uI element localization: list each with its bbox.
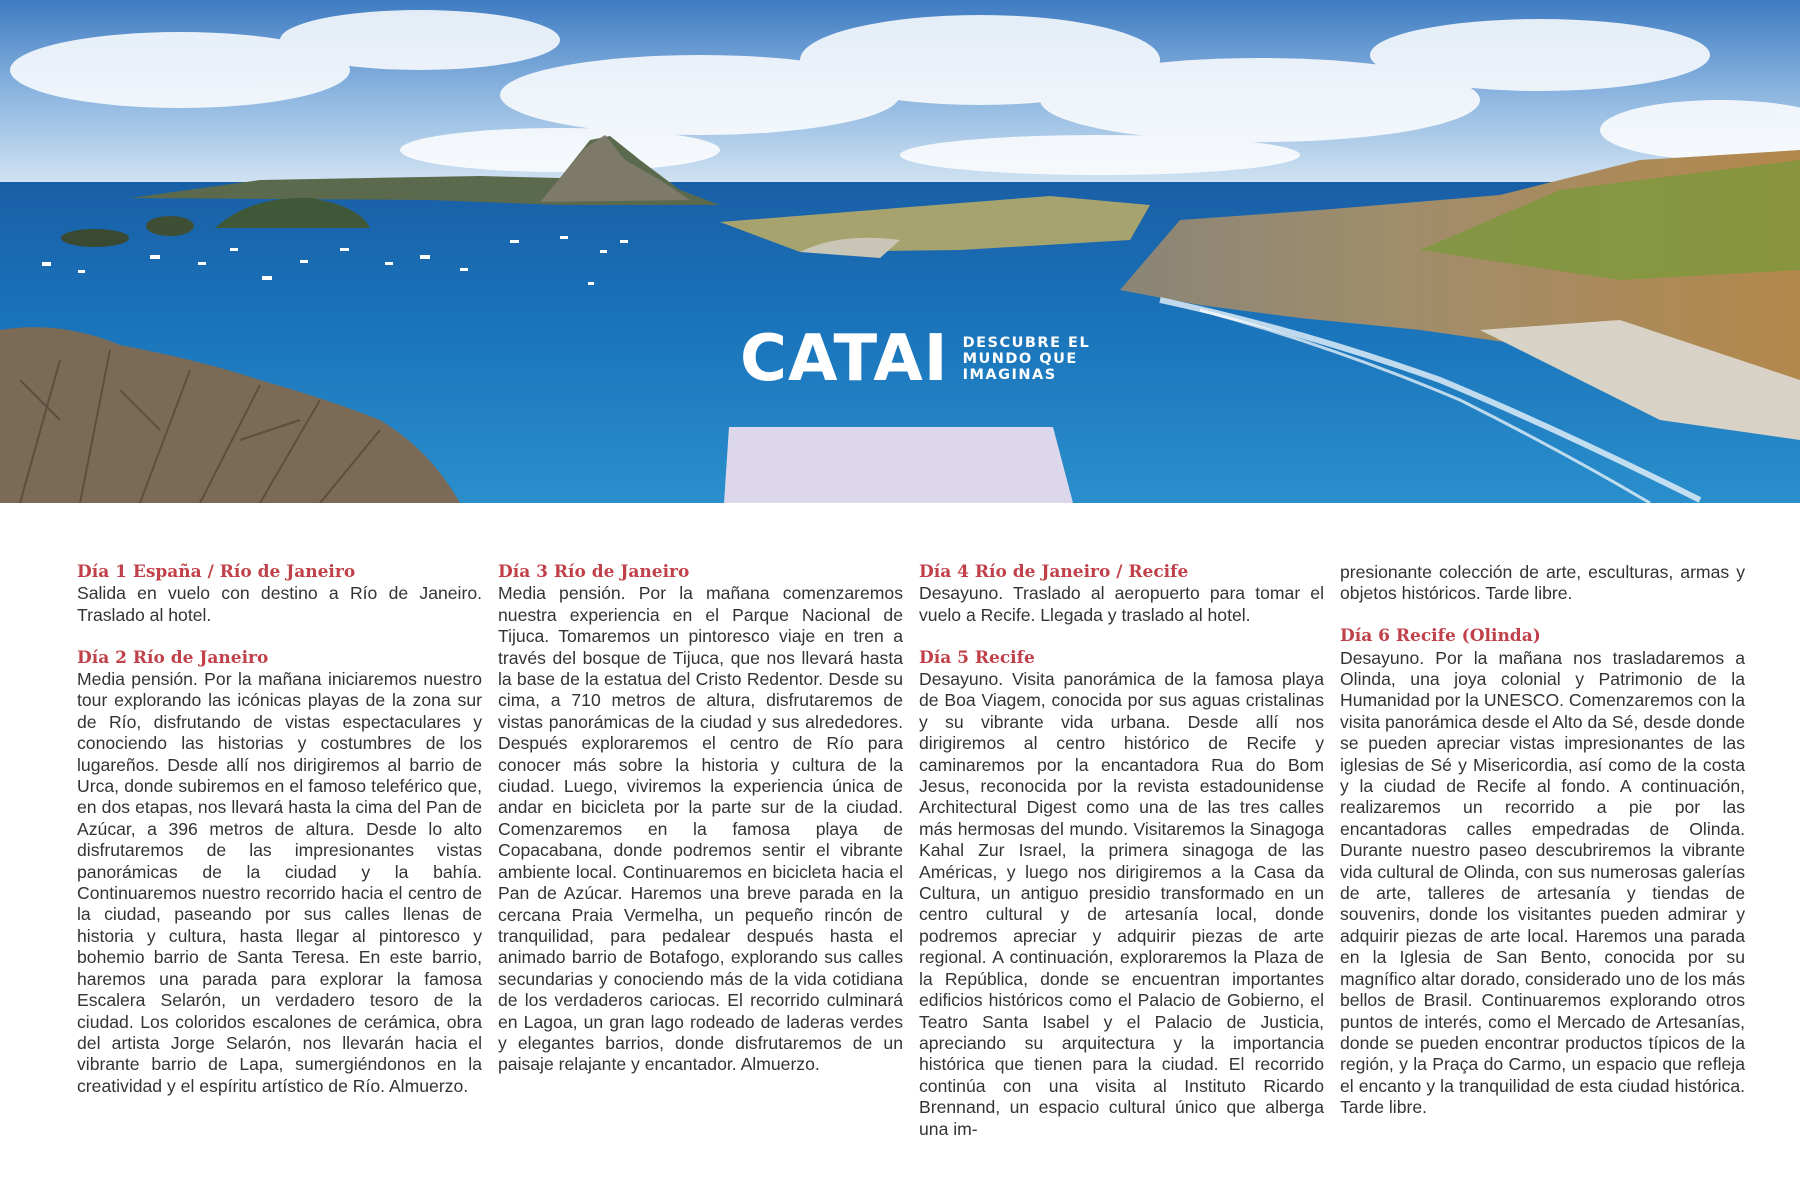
hero-photo (0, 0, 1800, 503)
day-heading: Día 2 Río de Janeiro (77, 647, 269, 668)
day-heading: Día 4 Río de Janeiro / Recife (919, 562, 1189, 582)
coastal-landscape-illustration (0, 0, 1800, 503)
day-description: Salida en vuelo con destino a Río de Janeiro. Traslado al hotel. (77, 583, 482, 625)
day-heading: Día 3 Río de Janeiro (498, 562, 690, 582)
tagline-line-3: IMAGINAS (962, 367, 1057, 383)
decorative-tab (724, 427, 1073, 503)
logo-wordmark: CATAI (740, 322, 949, 396)
day-description: Desayuno. Por la mañana nos trasladaremos a Olinda, una joya colonial y Patrimonio de la Humanidad por la UNESCO. Comenzaremos con la visita panorámica desde el Alto da Sé, desde donde se pueden apreciar vistas impresionantes de las iglesias de Sé y Misericordia, así como de la costa y la ciudad de Recife al fondo. A continuación, realizaremos un recorrido a pie por las encantadoras calles empedradas de Olinda. Durante nuestro paseo descubriremos la vibrante vida cultural de Olinda, con sus numerosas galerías de arte, talleres de artesanía y tiendas de souvenirs, donde los visitantes pueden admirar y adquirir piezas de arte local. Haremos una parada en la Iglesia de San Bento, conocida por su magnífico altar dorado, considerado uno de los más bellos de Brasil. Continuaremos explorando otros puntos de interés, como el Mercado de Artesanías, donde se pueden encontrar productos típicos de la región, y la Praça do Carmo, un espacio que refleja el encanto y la tranquilidad de esta ciudad histórica. Tarde libre. (1340, 647, 1745, 1118)
day-heading: Día 6 Recife (Olinda) (1340, 626, 1541, 647)
itinerary-column-2 (498, 562, 903, 1076)
day-description: Desayuno. Visita panorámica de la famosa playa de Boa Viagem, conocida por sus aguas cristalinas y su vibrante vida urbana. Desde allí nos dirigiremos al centro histórico de Recife y caminaremos por la encantadora Rua do Bom Jesus, reconocida por la revista estadounidense Architectural Digest como una de las tres calles más hermosas del mundo. Visitaremos la Sinagoga Kahal Zur Israel, la primera sinagoga de las Américas, y luego nos dirigiremos a la Casa da Cultura, un antiguo presidio transformado en un centro cultural y de artesanía local, donde podremos apreciar y adquirir piezas de arte regional. A continuación, exploraremos la Plaza de la República, donde se encuentran importantes edificios históricos como el Palacio de Gobierno, el Teatro Santa Isabel y el Palacio de Justicia, apreciando su arquitectura y la importancia histórica que tienen para la ciudad. El recorrido continúa con una visita al Instituto Ricardo Brennand, un espacio cultural único que alberga una im- (919, 669, 1324, 1139)
itinerary-column-3 (919, 562, 1324, 1140)
tagline-line-2: MUNDO QUE (962, 351, 1078, 367)
day-description: Desayuno. Traslado al aeropuerto para tomar el vuelo a Recife. Llegada y traslado al hotel. (919, 583, 1324, 625)
itinerary-column-1 (77, 562, 482, 1097)
tagline-line-1: DESCUBRE EL (962, 335, 1091, 351)
continued-description: presionante colección de arte, esculturas, armas y objetos históricos. Tarde libre. (1340, 562, 1745, 604)
day-heading: Día 1 España / Río de Janeiro (77, 562, 356, 582)
day-description: Media pensión. Por la mañana iniciaremos nuestro tour explorando las icónicas playas de la zona sur de Río, disfrutando de vistas espectaculares y conociendo las historias y costumbres de los lugareños. Desde allí nos dirigiremos al barrio de Urca, donde subiremos en el famoso teleférico que, en dos etapas, nos llevará hasta la cima del Pan de Azúcar, a 396 metros de altura. Desde lo alto disfrutaremos de las impresionantes vistas panorámicas de la ciudad y la bahía. Continuaremos nuestro recorrido hacia el centro de la ciudad, paseando por sus calles llenas de historia y cultura, hasta llegar al pintoresco y bohemio barrio de Santa Teresa. En este barrio, haremos una parada para explorar la famosa Escalera Selarón, un verdadero tesoro de la ciudad. Los coloridos escalones de cerámica, obra del artista Jorge Selarón, nos llevarán hacia el vibrante barrio de Lapa, sumergiéndonos en la creatividad y el espíritu artístico de Río. Almuerzo. (77, 669, 482, 1096)
logo-tagline (963, 335, 1091, 383)
itinerary-columns (77, 562, 1745, 1162)
catai-logo (740, 322, 1091, 396)
day-description: Media pensión. Por la mañana comenzaremos nuestra experiencia en el Parque Nacional de Tijuca. Tomaremos un pintoresco viaje en tren a través del bosque de Tijuca, que nos llevará hasta la base de la estatua del Cristo Redentor. Desde su cima, a 710 metros de altura, disfrutaremos de vistas panorámicas de la ciudad y sus alrededores. Después exploraremos el centro de Río para conocer más sobre la historia y cultura de la ciudad. Luego, viviremos la experiencia única de andar en bicicleta por la parte sur de la ciudad. Comenzaremos en la famosa playa de Copacabana, donde podremos sentir el vibrante ambiente local. Continuaremos en bicicleta hacia el Pan de Azúcar. Haremos una breve parada en la cercana Praia Vermelha, un pequeño rincón de tranquilidad, para pedalear después hasta el animado barrio de Botafogo, explorando sus calles secundarias y conociendo más de la vida cotidiana de los verdaderos cariocas. El recorrido culminará en Lagoa, un gran lago rodeado de laderas verdes y elegantes barrios, donde disfrutaremos de un paisaje relajante y encantador. Almuerzo. (498, 583, 903, 1075)
day-heading: Día 5 Recife (919, 647, 1035, 668)
itinerary-column-4 (1340, 562, 1745, 1119)
